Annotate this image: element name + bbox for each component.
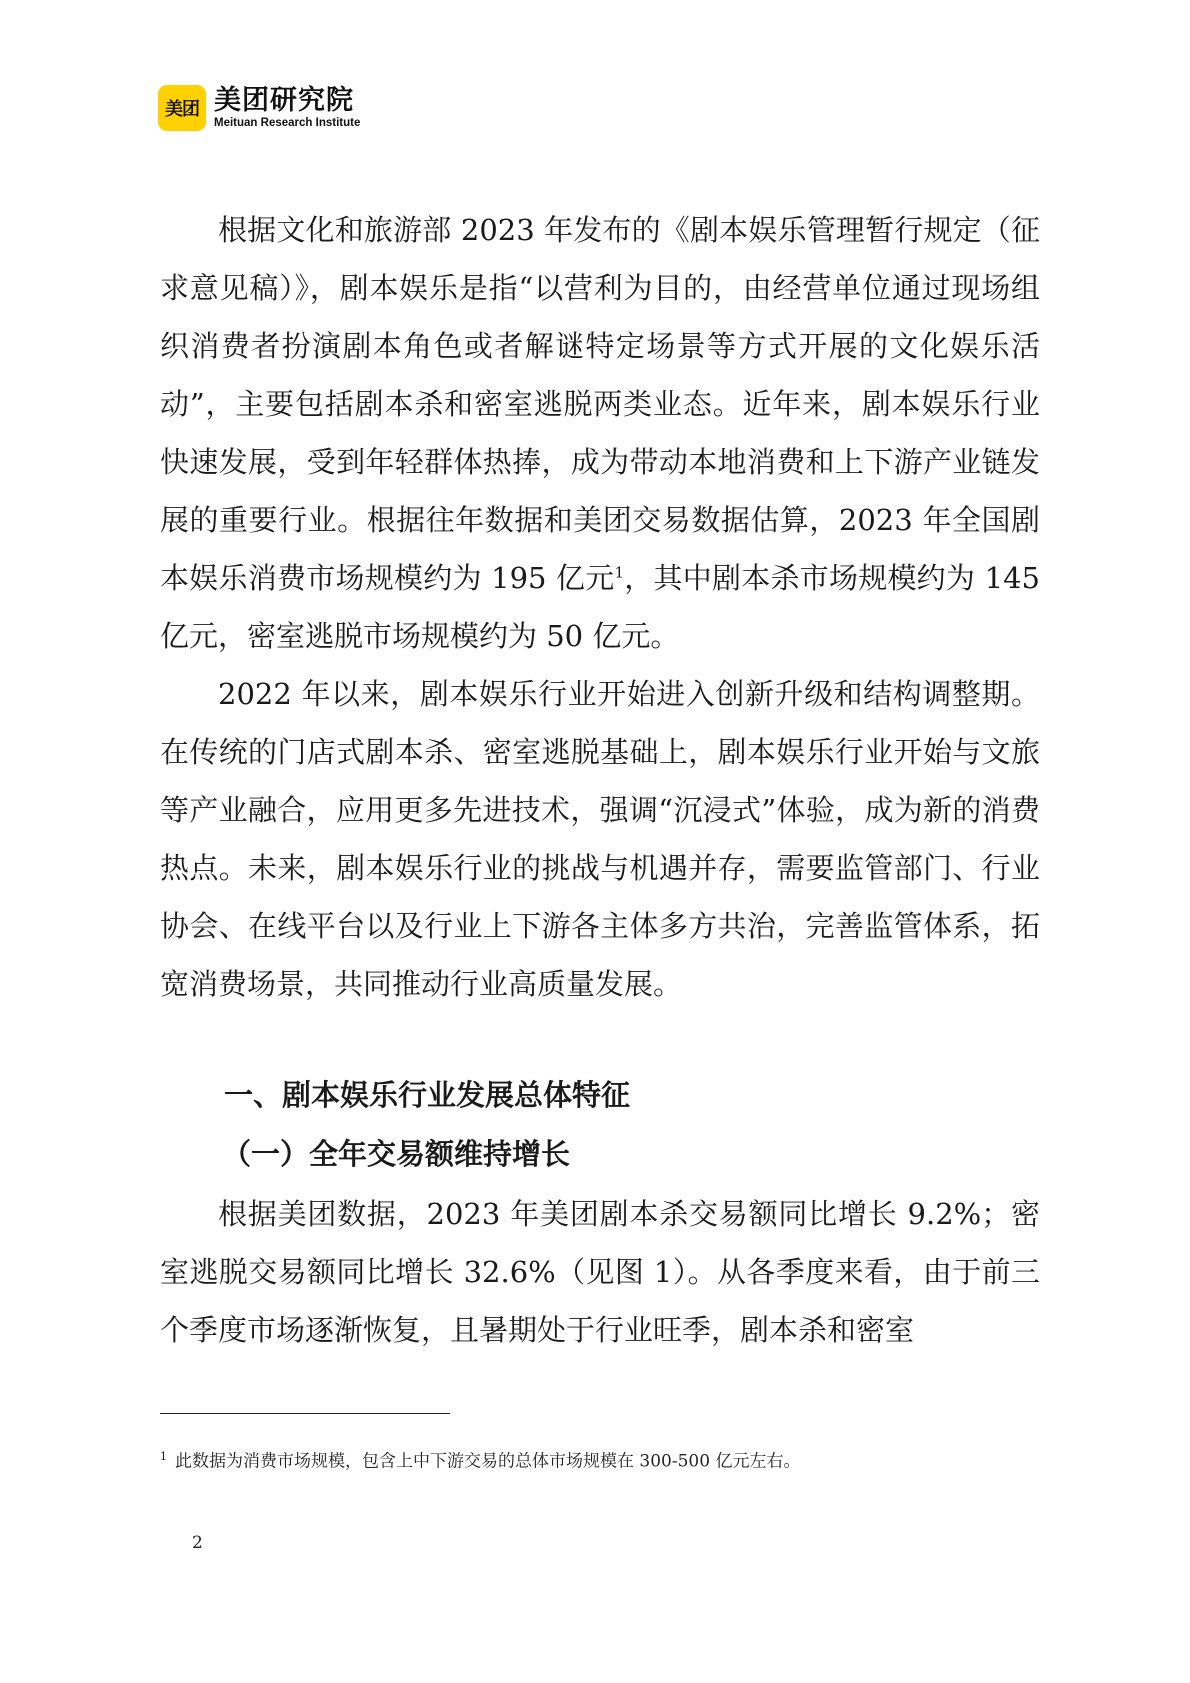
footnote bbox=[160, 1445, 1040, 1474]
logo-name-en: Meituan Research Institute bbox=[214, 117, 361, 129]
footnote-mark: 1 bbox=[160, 1450, 167, 1463]
section-heading: 一、剧本娱乐行业发展总体特征 bbox=[224, 1078, 631, 1112]
section-body bbox=[160, 1185, 1040, 1359]
paragraph-intro bbox=[160, 201, 1040, 665]
paragraph-intro-text: 根据文化和旅游部 2023 年发布的《剧本娱乐管理暂行规定（征求意见稿）》，剧本娱乐是指“以营利为目的，由经营单位通过现场组织消费者扮演剧本角色或者解谜特定场景等方式开展的文化娱乐活动”，主要包括剧本杀和密室逃脱两类业态。近年来，剧本娱乐行业快速发展，受到年轻群体热捧，成为带动本地消费和上下游产业链发展的重要行业。根据往年数据和美团交易数据估算，2023 年全国剧本娱乐消费市场规模约为 195 亿元 bbox=[160, 213, 1040, 595]
meituan-logo-icon bbox=[158, 85, 206, 131]
footnote-text: 此数据为消费市场规模，包含上中下游交易的总体市场规模在 300-500 亿元左右。 bbox=[175, 1451, 801, 1472]
footnote-divider bbox=[160, 1413, 450, 1414]
intro-body bbox=[160, 201, 1040, 1013]
logo-wordmark bbox=[214, 86, 360, 130]
paragraph-intro-tail: ，其中剧本杀市场规模约为 145 亿元，密室逃脱市场规模约为 50 亿元。 bbox=[160, 561, 1040, 653]
logo-mark-text: 美团 bbox=[165, 99, 199, 120]
page-header bbox=[158, 84, 360, 132]
subsection-heading: （一）全年交易额维持增长 bbox=[222, 1137, 571, 1171]
paragraph-outlook: 2022 年以来，剧本娱乐行业开始进入创新升级和结构调整期。在传统的门店式剧本杀、密室逃脱基础上，剧本娱乐行业开始与文旅等产业融合，应用更多先进技术，强调“沉浸式”体验，成为新的消费热点。未来，剧本娱乐行业的挑战与机遇并存，需要监管部门、行业协会、在线平台以及行业上下游各主体多方共治，完善监管体系，拓宽消费场景，共同推动行业高质量发展。 bbox=[160, 677, 1040, 1001]
paragraph-transaction-growth: 根据美团数据，2023 年美团剧本杀交易额同比增长 9.2%；密室逃脱交易额同比增长 32.6%（见图 1）。从各季度来看，由于前三个季度市场逐渐恢复，且暑期处于行业旺季，剧本杀和密室 bbox=[160, 1197, 1040, 1347]
logo-name-cn: 美团研究院 bbox=[214, 85, 354, 116]
footnote-ref: 1 bbox=[614, 563, 624, 582]
page-number: 2 bbox=[192, 1533, 203, 1553]
